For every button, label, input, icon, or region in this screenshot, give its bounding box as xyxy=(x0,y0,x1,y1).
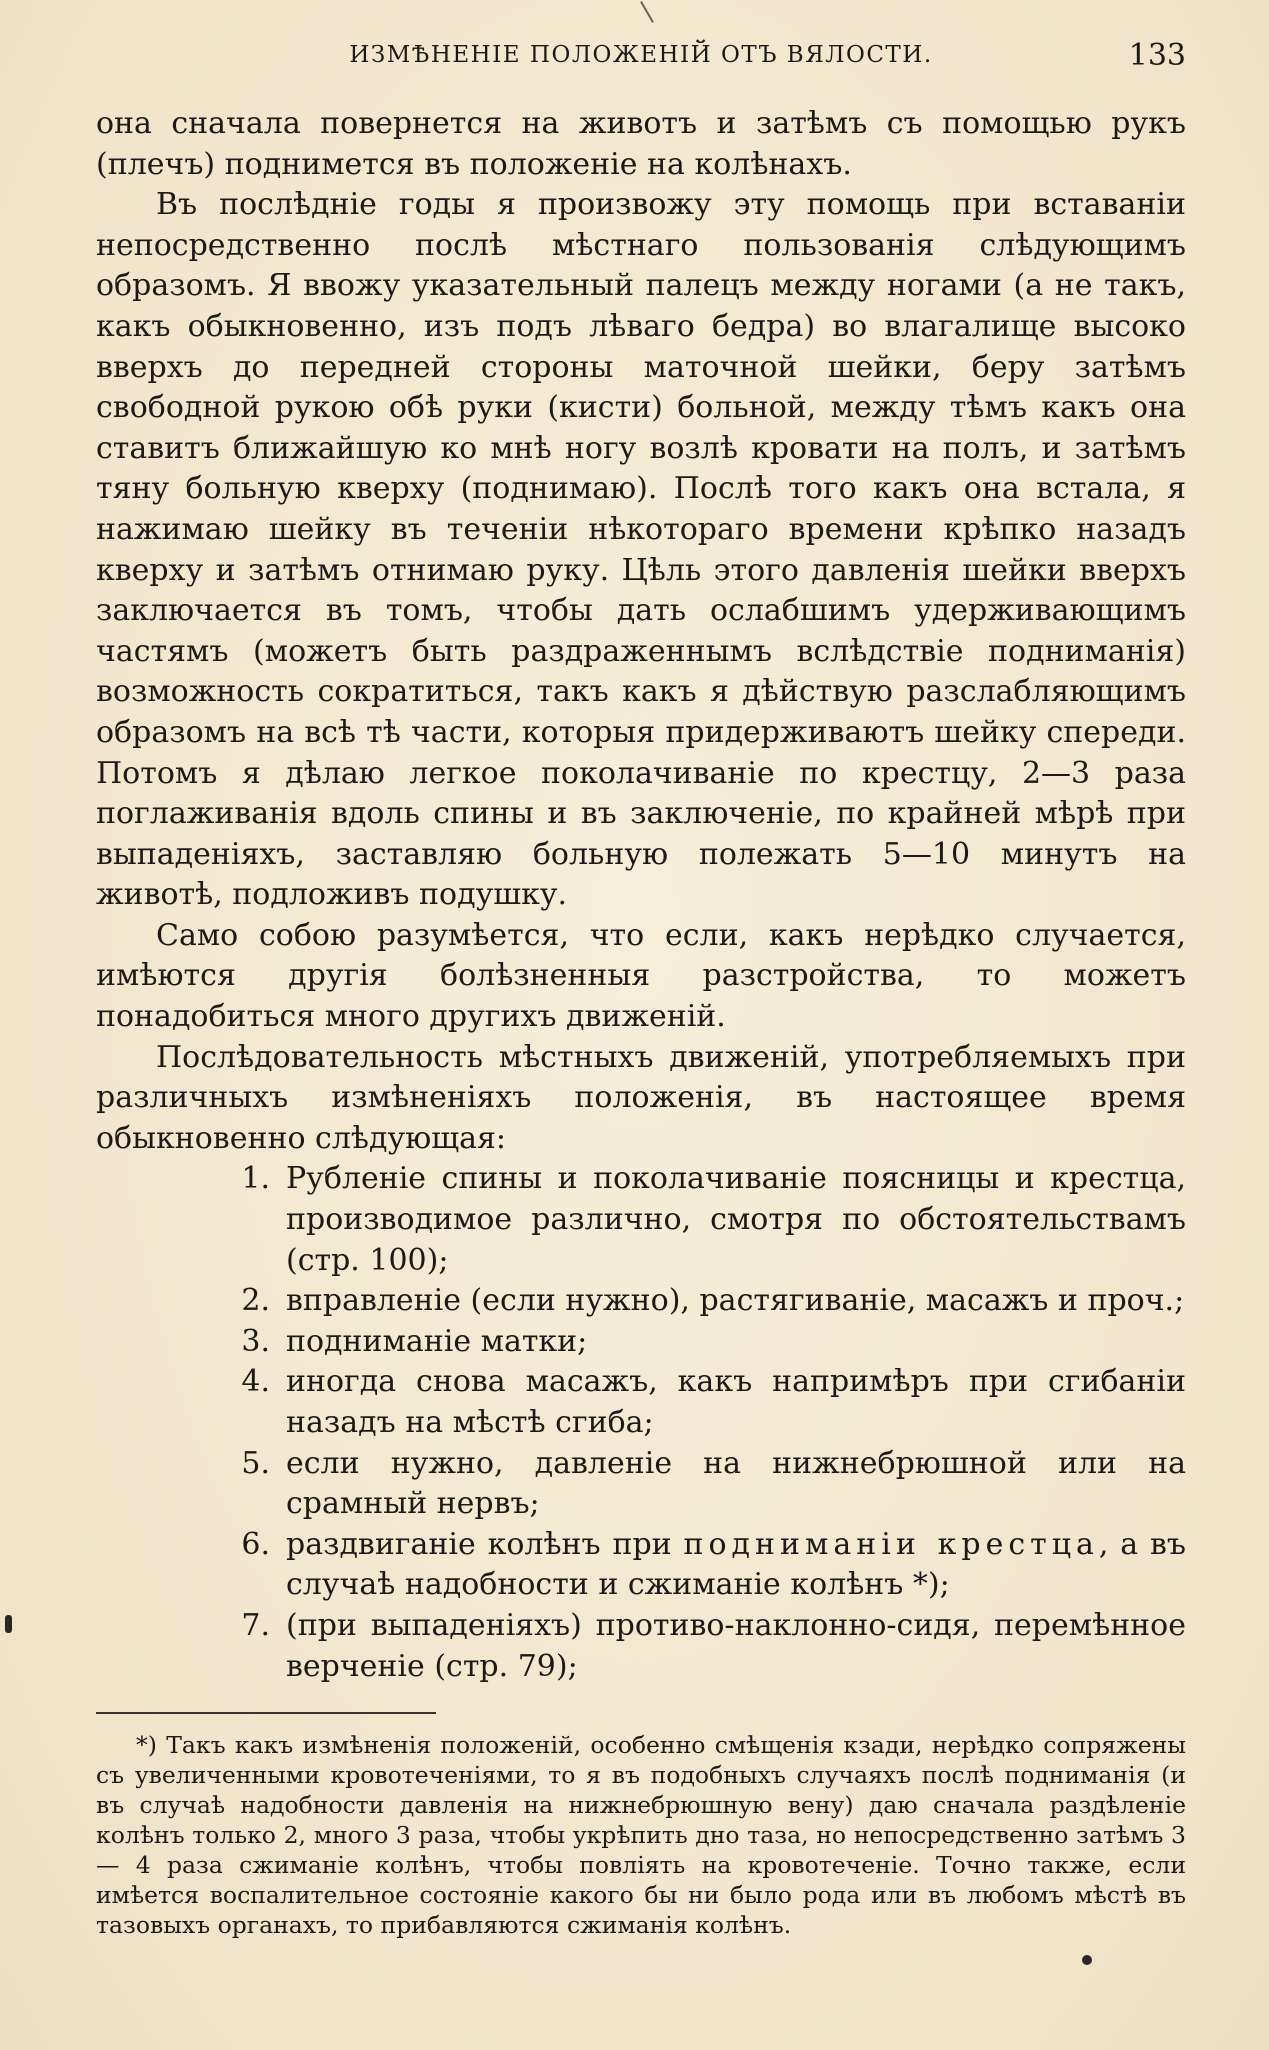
list-item-number: 7. xyxy=(241,1607,270,1643)
emphasized-spaced-text: подниманіи крестца xyxy=(683,1526,1099,1562)
page-header xyxy=(96,38,1186,78)
footnote: *) Такъ какъ измѣненія положеній, особенно смѣщенія кзади, нерѣдко сопряжены съ увеличенными кровотеченіями, то я въ подобныхъ случаяхъ послѣ подниманія (и въ случаѣ надобности давленія на нижнебрюшную вену) даю сначала раздѣленіе колѣнъ только 2, много 3 раза, чтобы укрѣпить дно таза, но непосредственно затѣмъ 3 — 4 раза сжиманіе колѣнъ, чтобы повліять на кровотеченіе. Точно также, если имѣется воспалительное состояніе какого бы ни было рода или въ любомъ мѣстѣ въ тазовыхъ органахъ, то прибавляются сжиманія колѣнъ. xyxy=(96,1731,1186,1939)
list-item-number: 4. xyxy=(241,1364,270,1400)
list-item xyxy=(96,1281,1186,1322)
footnote-divider xyxy=(96,1712,436,1714)
list-item-number: 1. xyxy=(241,1161,270,1197)
list-item-text: (при выпаденіяхъ) противо-наклонно-сидя, перемѣнное верченіе (стр. 79); xyxy=(286,1607,1186,1684)
paragraph-continued: она сначала повернется на животъ и затѣмъ съ помощью рукъ (плечъ) поднимется въ положеніе на колѣнахъ. xyxy=(96,106,1186,182)
list-item-number: 5. xyxy=(241,1445,270,1481)
list-item-number: 2. xyxy=(241,1283,270,1319)
list-item-text: если нужно, давленіе на нижнебрюшной или на срамный нервъ; xyxy=(286,1445,1186,1522)
list-item xyxy=(96,1606,1186,1687)
page-number: 133 xyxy=(1128,38,1186,73)
list-item xyxy=(96,1322,1186,1363)
list-item xyxy=(96,1525,1186,1606)
running-head: ИЗМѢНЕНІЕ ПОЛОЖЕНІЙ ОТЪ ВЯЛОСТИ. xyxy=(349,42,933,68)
list-item-text: подниманіе матки; xyxy=(286,1323,588,1359)
list-item-text: Рубленіе спины и поколачиваніе поясницы и крестца, производимое различно, смотря по обстоятельствамъ (стр. 100); xyxy=(286,1161,1186,1278)
list-item-text-part: , а въ случаѣ надобности и сжиманіе колѣнъ *); xyxy=(286,1526,1186,1603)
list-item-number: 6. xyxy=(241,1526,270,1562)
ink-dot xyxy=(1082,1955,1092,1965)
paragraph: Послѣдовательность мѣстныхъ движеній, употребляемыхъ при различныхъ измѣненіяхъ положенія, въ настоящее время обыкновенно слѣдующая: xyxy=(96,1039,1186,1156)
numbered-list xyxy=(96,1159,1186,1687)
list-item-text-part: раздвиганіе колѣнъ при xyxy=(286,1526,684,1562)
paragraph: Въ послѣдніе годы я произвожу эту помощь при вставаніи непосредственно послѣ мѣстнаго пользованія слѣдующимъ образомъ. Я ввожу указательный палецъ между ногами (а не такъ, какъ обыкновенно, изъ подъ лѣваго бедра) во влагалище высоко вверхъ до передней стороны маточной шейки, беру затѣмъ свободной рукою обѣ руки (кисти) больной, между тѣмъ какъ она ставитъ ближайшую ко мнѣ ногу возлѣ кровати на полъ, и затѣмъ тяну больную кверху (поднимаю). Послѣ того какъ она встала, я нажимаю шейку въ теченіи нѣкотораго времени крѣпко назадъ кверху и затѣмъ отнимаю руку. Цѣль этого давленія шейки вверхъ заключается въ томъ, чтобы дать ослабшимъ удерживающимъ частямъ (можетъ быть раздраженнымъ вслѣдствіе подниманія) возможность сократиться, такъ какъ я дѣйствую разслабляющимъ образомъ на всѣ тѣ части, которыя придерживаютъ шейку спереди. Потомъ я дѣлаю легкое поколачиваніе по крестцу, 2—3 раза поглаживанія вдоль спины и въ заключеніе, по крайней мѣрѣ при выпаденіяхъ, заставляю больную полежать 5—10 минутъ на животѣ, подложивъ подушку. xyxy=(96,187,1186,913)
body-text xyxy=(96,104,1186,1687)
list-item-number: 3. xyxy=(241,1323,270,1359)
page-edge-mark xyxy=(640,1,654,23)
list-item xyxy=(96,1362,1186,1443)
list-item-text: вправленіе (если нужно), растягиваніе, масажъ и проч.; xyxy=(286,1283,1185,1319)
list-item-text: иногда снова масажъ, какъ напримѣръ при сгибаніи назадъ на мѣстѣ сгиба; xyxy=(286,1364,1186,1440)
margin-mark xyxy=(5,1615,12,1633)
paragraph: Само собою разумѣется, что если, какъ нерѣдко случается, имѣются другія болѣзненныя разстройства, то можетъ понадобиться много другихъ движеній. xyxy=(96,917,1186,1035)
list-item-text xyxy=(286,1525,1186,1606)
list-item xyxy=(96,1444,1186,1525)
list-item xyxy=(96,1159,1186,1281)
